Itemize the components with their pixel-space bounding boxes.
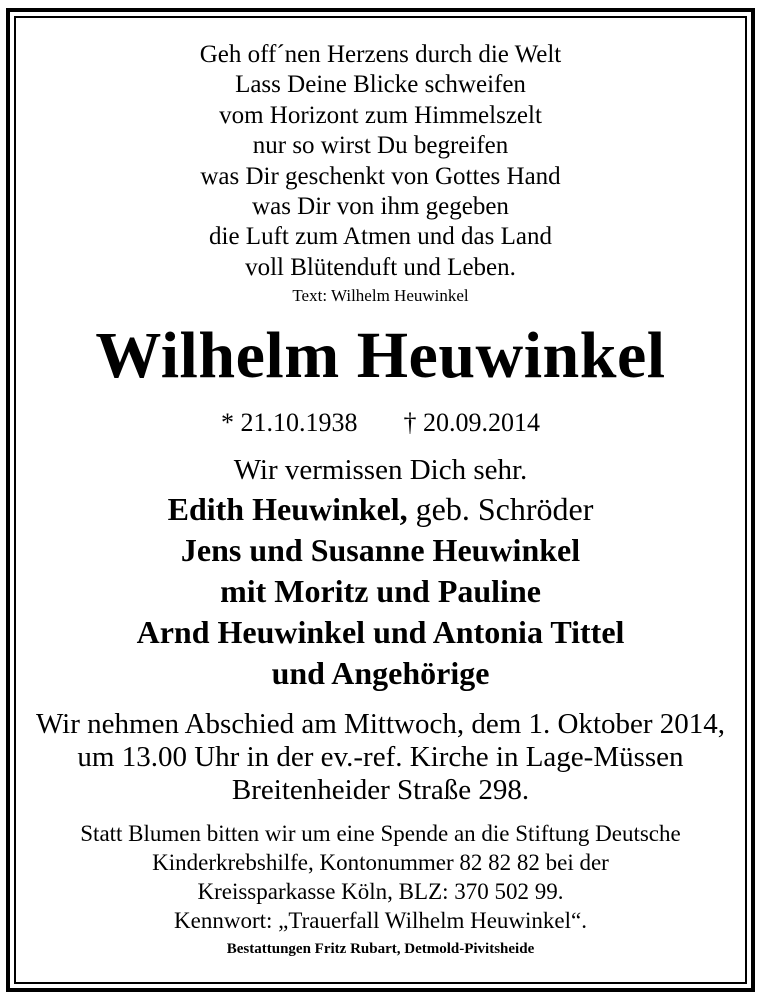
poem-line: was Dir von ihm gegeben [252, 193, 509, 221]
poem-line: die Luft zum Atmen und das Land [209, 223, 552, 251]
donation-request [16, 819, 745, 935]
undertaker-credit: Bestattungen Fritz Rubart, Detmold-Pivitsheide [226, 941, 535, 958]
poem-credit: Text: Wilhelm Heuwinkel [292, 286, 469, 306]
life-dates [16, 407, 745, 439]
poem-line: Geh off´nen Herzens durch die Welt [199, 41, 562, 68]
mourner-line: mit Moritz und Pauline [220, 573, 541, 610]
poem-line: voll Blütenduft und Leben. [245, 253, 516, 281]
funeral-line: Breitenheider Straße 298. [231, 774, 530, 807]
funeral-line: um 13.00 Uhr in der ev.-ref. Kirche in Lage-Müssen [77, 741, 684, 774]
mourner-line: Arnd Heuwinkel und Antonia Tittel [136, 614, 625, 651]
poem-line: was Dir geschenkt von Gottes Hand [200, 162, 561, 190]
mourners-intro: Wir vermissen Dich sehr. [233, 454, 528, 487]
poem-line: vom Horizont zum Himmelszelt [219, 101, 542, 129]
donation-line: Kreissparkasse Köln, BLZ: 370 502 99. [197, 879, 564, 905]
poem [16, 40, 745, 283]
mourner-line: und Angehörige [271, 655, 490, 692]
deceased-name: Wilhelm Heuwinkel [95, 319, 666, 393]
funeral-line: Wir nehmen Abschied am Mittwoch, dem 1. Oktober 2014, [35, 708, 726, 741]
donation-line: Kinderkrebshilfe, Kontonummer 82 82 82 bei der [152, 850, 609, 876]
donation-line: Statt Blumen bitten wir um eine Spende an die Stiftung Deutsche [80, 821, 681, 847]
birth-date: * 21.10.1938 [221, 408, 358, 438]
death-date: † 20.09.2014 [403, 408, 540, 438]
poem-line: nur so wirst Du begreifen [252, 132, 509, 160]
donation-line: Kennwort: „Trauerfall Wilhelm Heuwinkel“. [174, 908, 587, 934]
funeral-details [16, 708, 745, 807]
spouse-line [16, 489, 745, 530]
spouse-maiden-name: geb. Schröder [407, 491, 594, 528]
mourner-line: Jens und Susanne Heuwinkel [180, 532, 581, 569]
spouse-name: Edith Heuwinkel, [167, 491, 408, 528]
obituary-notice [16, 18, 745, 959]
poem-line: Lass Deine Blicke schweifen [235, 71, 526, 99]
